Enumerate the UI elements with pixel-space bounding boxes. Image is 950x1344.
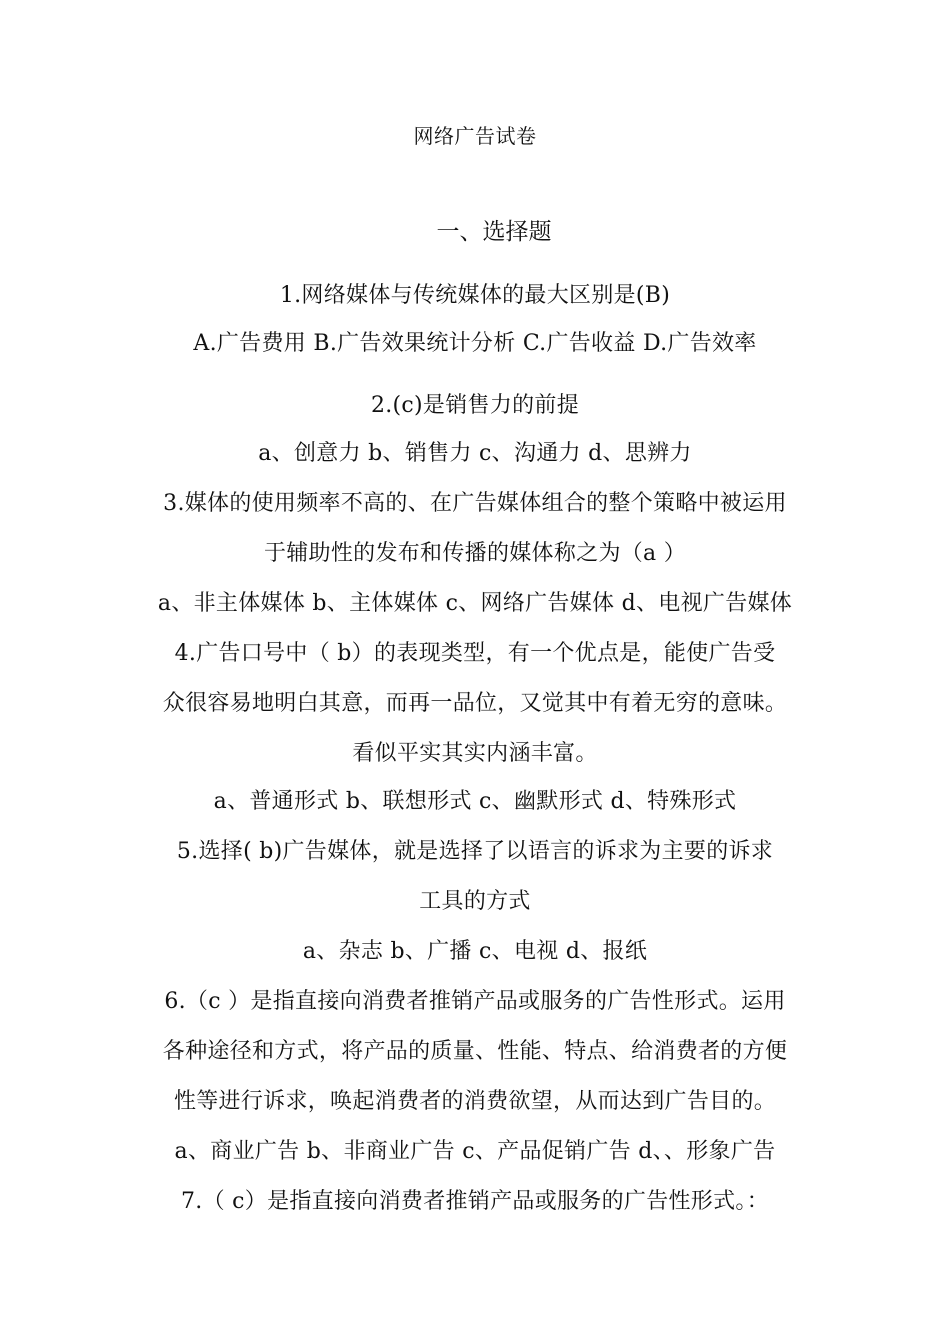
question-6-options: a、商业广告 b、非商业广告 c、产品促销广告 d、、形象广告	[174, 1139, 776, 1164]
question-4-text-line-2: 众很容易地明白其意，而再一品位，又觉其中有着无穷的意味。	[162, 691, 788, 716]
question-1-options: A.广告费用 B.广告效果统计分析 C.广告收益 D.广告效率	[193, 331, 757, 356]
question-7-text: 7.（ c）是指直接向消费者推销产品或服务的广告性形式。：	[180, 1189, 769, 1214]
question-3-text-line-2: 于辅助性的发布和传播的媒体称之为（a ）	[263, 541, 687, 566]
question-4-text-line-3: 看似平实其实内涵丰富。	[352, 741, 598, 766]
question-2-text: 2.(c)是销售力的前提	[370, 393, 580, 418]
question-5-text-line-2: 工具的方式	[419, 889, 531, 914]
section-heading: 一、选择题	[436, 219, 552, 245]
question-6-text-line-1: 6.（c ）是指直接向消费者推销产品或服务的广告性形式。运用	[164, 989, 786, 1014]
question-5-text-line-1: 5.选择( b)广告媒体，就是选择了以语言的诉求为主要的诉求	[176, 839, 774, 864]
question-3-options: a、非主体媒体 b、主体媒体 c、网络广告媒体 d、电视广告媒体	[157, 591, 793, 616]
question-4-options: a、普通形式 b、联想形式 c、幽默形式 d、特殊形式	[213, 789, 737, 814]
document-title: 网络广告试卷	[413, 124, 537, 148]
question-4-text-line-1: 4.广告口号中（ b）的表现类型，有一个优点是，能使广告受	[174, 641, 776, 666]
question-6-text-line-2: 各种途径和方式，将产品的质量、性能、特点、给消费者的方便	[162, 1039, 788, 1064]
question-5-options: a、杂志 b、广播 c、电视 d、报纸	[302, 939, 648, 964]
question-3-text-line-1: 3.媒体的使用频率不高的、在广告媒体组合的整个策略中被运用	[163, 491, 787, 516]
question-6-text-line-3: 性等进行诉求，唤起消费者的消费欲望，从而达到广告目的。	[173, 1089, 777, 1114]
question-2-options: a、创意力 b、销售力 c、沟通力 d、思辨力	[258, 441, 692, 466]
question-1-text: 1.网络媒体与传统媒体的最大区别是(B)	[279, 283, 671, 308]
